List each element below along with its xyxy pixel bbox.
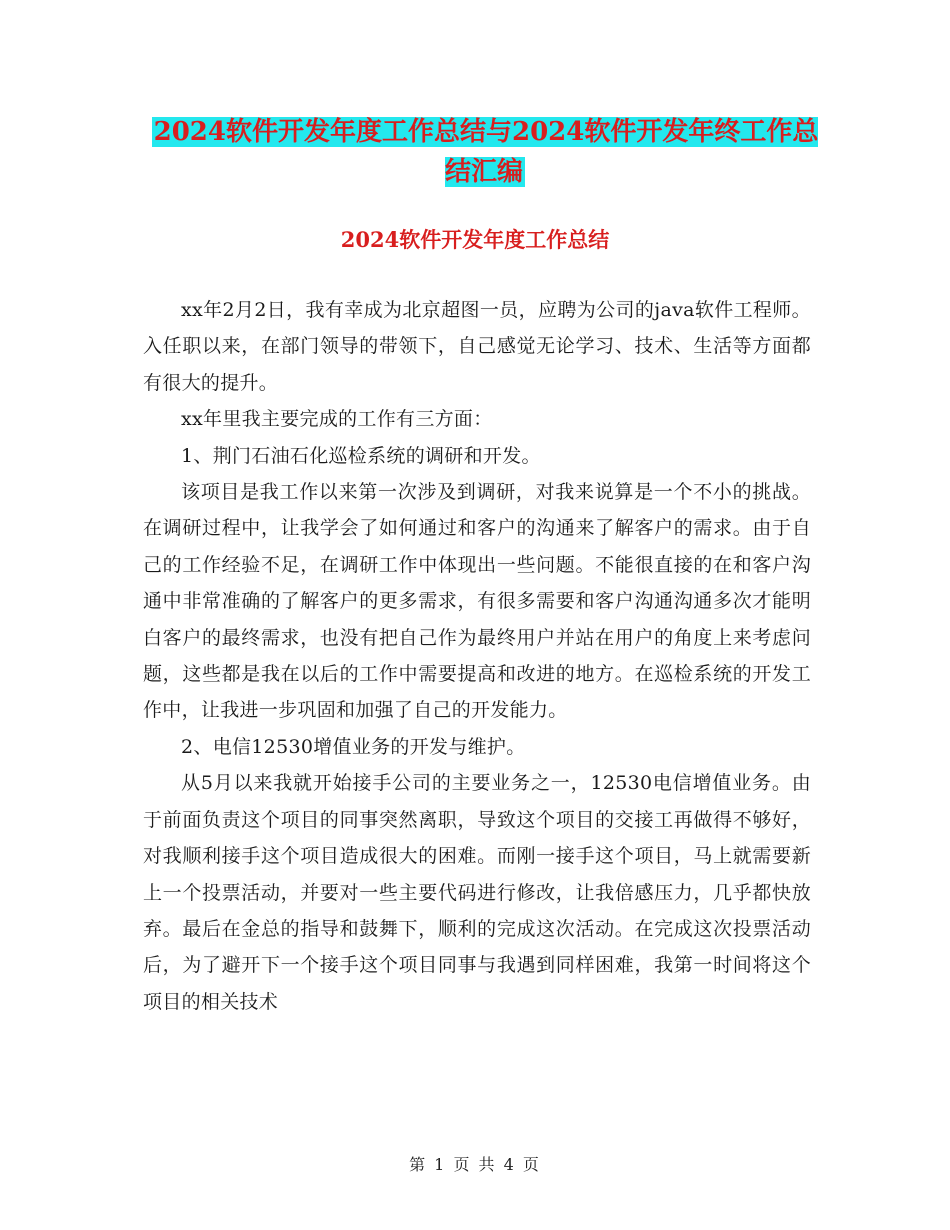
paragraph: xx年2月2日，我有幸成为北京超图一员，应聘为公司的java软件工程师。入任职以来，在部门领导的带领下，自己感觉无论学习、技术、生活等方面都有很大的提升。	[143, 299, 811, 394]
page-footer: 第 1 页 共 4 页	[409, 1155, 541, 1174]
paragraph: 2、电信12530增值业务的开发与维护。	[181, 735, 526, 758]
document-title-text: 2024软件开发年度工作总结与2024软件开发年终工作总结汇编	[153, 117, 819, 187]
section-title: 2024软件开发年度工作总结	[340, 227, 610, 252]
paragraph: 该项目是我工作以来第一次涉及到调研，对我来说算是一个不小的挑战。在调研过程中，让我学会了如何通过和客户的沟通来了解客户的需求。由于自己的工作经验不足，在调研工作中体现出一些问题。不能很直接的在和客户沟通中非常准确的了解客户的更多需求，有很多需要和客户沟通沟通多次才能明白客户的最终需求，也没有把自己作为最终用户并站在用户的角度上来考虑问题，这些都是我在以后的工作中需要提高和改进的地方。在巡检系统的开发工作中，让我进一步巩固和加强了自己的开发能力。	[143, 481, 811, 722]
paragraph: 1、荆门石油石化巡检系统的调研和开发。	[181, 444, 541, 467]
document-title	[150, 112, 820, 192]
document-body	[143, 292, 811, 1020]
paragraph: 从5月以来我就开始接手公司的主要业务之一，12530电信增值业务。由于前面负责这个项目的同事突然离职，导致这个项目的交接工再做得不够好，对我顺利接手这个项目造成很大的困难。而刚一接手这个项目，马上就需要新上一个投票活动，并要对一些主要代码进行修改，让我倍感压力，几乎都快放弃。最后在金总的指导和鼓舞下，顺利的完成这次活动。在完成这次投票活动后，为了避开下一个接手这个项目同事与我遇到同样困难，我第一时间将这个项目的相关技术	[143, 772, 811, 1013]
paragraph: xx年里我主要完成的工作有三方面：	[181, 408, 493, 431]
